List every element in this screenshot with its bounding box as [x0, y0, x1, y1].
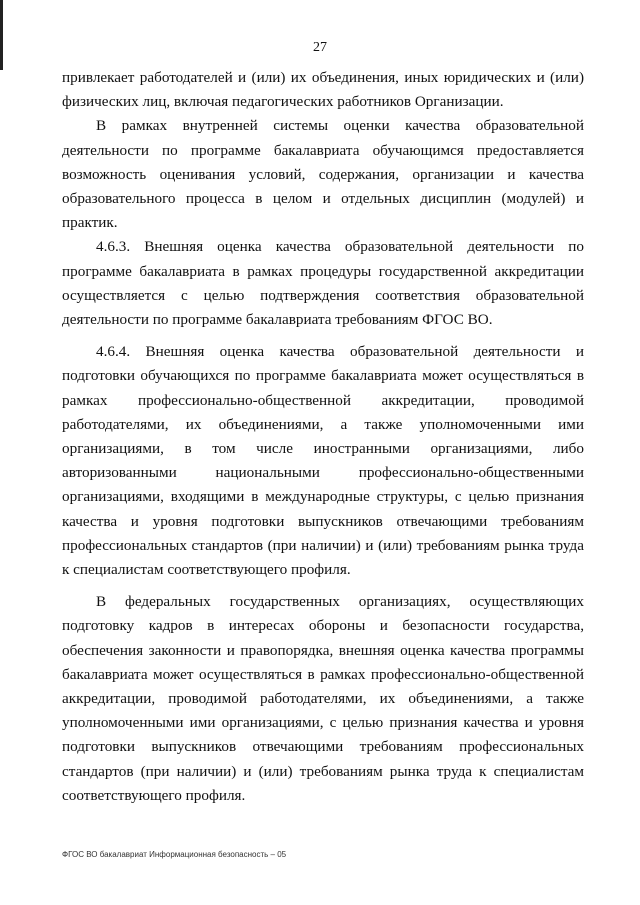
paragraph-federal-organizations: В федеральных государственных организациях, осуществляющих подготовку кадров в интересах обороны и безопасности государства, обеспечения законности и правопорядка, внешняя оценка качества программы бакалавриата может осуществляться в рамках профессионально-общественной аккредитации, проводимой работодателями, их объединениями, а также уполномоченными ими организациями, с целью признания качества и уровня подготовки выпускников отвечающими требованиям профессиональных стандартов (при наличии) и (или) требованиям рынка труда к специалистам соответствующего профиля.	[62, 593, 584, 804]
paragraph-4-6-4: 4.6.4. Внешняя оценка качества образовательной деятельности и подготовки обучающихся по программе бакалавриата может осуществляться в рамках профессионально-общественной аккредитации, проводимой работодателями, их объединениями, а также уполномоченными ими организациями, в том числе иностранными организациями, либо авторизованными национальными профессионально-общественными организациями, входящими в международные структуры, с целью признания качества и уровня подготовки выпускников отвечающими требованиям профессиональных стандартов (при наличии) и (или) требованиям рынка труда к специалистам соответствующего профиля.	[62, 343, 584, 579]
scan-edge-mark	[0, 0, 3, 70]
paragraph-4-6-3: 4.6.3. Внешняя оценка качества образовательной деятельности по программе бакалавриата в рамках процедуры государственной аккредитации осуществляется с целью подтверждения соответствия образовательной деятельности по программе бакалавриата требованиям ФГОС ВО.	[62, 238, 584, 329]
document-body	[62, 66, 584, 808]
paragraph-internal-assessment: В рамках внутренней системы оценки качества образовательной деятельности по программе бакалавриата обучающимся предоставляется возможность оценивания условий, содержания, организации и качества образовательного процесса в целом и отдельных дисциплин (модулей) и практик.	[62, 117, 584, 232]
page-footer: ФГОС ВО бакалавриат Информационная безопасность – 05	[62, 850, 287, 859]
paragraph-continuation: привлекает работодателей и (или) их объединения, иных юридических и (или) физических лиц, включая педагогических работников Организации.	[62, 69, 584, 111]
page-number: 27	[313, 40, 327, 55]
